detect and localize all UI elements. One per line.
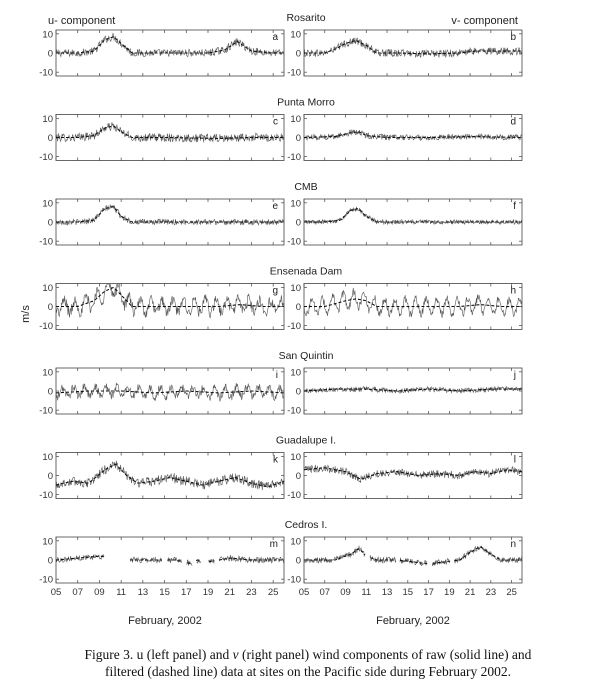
- y-tick-label: 0: [47, 471, 53, 482]
- x-axis-label-right: February, 2002: [376, 615, 450, 627]
- site-title: Cedros I.: [284, 519, 328, 531]
- panel-f: [287, 198, 522, 247]
- raw-series-line: [56, 461, 284, 490]
- y-tick-label: -10: [287, 236, 301, 248]
- raw-series-line: [304, 465, 522, 483]
- x-tick-label: 13: [381, 587, 393, 598]
- x-tick-label: 07: [72, 587, 84, 598]
- y-tick-label: 0: [295, 555, 301, 567]
- panel-n: [287, 536, 522, 598]
- y-tick-label: 10: [42, 451, 53, 463]
- panel-frame: [56, 453, 284, 499]
- y-tick-label: 0: [47, 48, 53, 60]
- y-tick-label: -10: [39, 152, 53, 164]
- y-tick-label: 0: [47, 302, 53, 313]
- y-tick-label: 10: [42, 536, 53, 548]
- caption-line-1-italic: v: [232, 647, 239, 662]
- y-tick-label: 0: [295, 48, 301, 60]
- x-tick-label: 23: [485, 587, 497, 598]
- site-title: CMB: [294, 181, 318, 193]
- y-tick-label: -10: [39, 321, 53, 333]
- panel-d: [287, 114, 522, 163]
- y-tick-label: 10: [290, 113, 301, 125]
- caption-line-1: [30, 646, 586, 663]
- caption-line-1-suffix: (right panel) wind components of raw (solid line) and: [238, 647, 532, 662]
- filtered-series-line: [304, 41, 522, 54]
- y-tick-label: -10: [287, 152, 301, 164]
- site-title: Rosarito: [286, 12, 326, 24]
- y-tick-label: 10: [290, 29, 301, 41]
- y-tick-label: 0: [295, 471, 301, 482]
- y-tick-label: -10: [39, 67, 53, 79]
- y-tick-label: -10: [39, 574, 53, 586]
- panel-letter: d: [510, 116, 516, 128]
- y-tick-label: 0: [47, 217, 53, 229]
- panel-frame: [304, 537, 522, 583]
- y-tick-label: 0: [295, 217, 301, 229]
- panel-letter: c: [273, 116, 278, 128]
- u-component-header: u- component: [48, 15, 116, 27]
- y-tick-label: 10: [42, 282, 53, 294]
- raw-series-line: [56, 284, 284, 318]
- x-tick-label: 19: [202, 587, 214, 598]
- raw-series-line: [56, 122, 284, 142]
- panel-b: [287, 29, 522, 78]
- raw-series-line: [304, 387, 522, 394]
- site-title: Guadalupe I.: [275, 434, 337, 447]
- filtered-series-line: [304, 468, 522, 479]
- filtered-series-line: [56, 207, 284, 222]
- panel-letter: b: [510, 32, 516, 43]
- x-tick-label: 11: [361, 587, 372, 598]
- panel-frame: [304, 368, 522, 414]
- x-tick-label: 25: [506, 587, 517, 598]
- site-title: San Quintin: [278, 350, 334, 362]
- site-title: Punta Morro: [277, 96, 335, 109]
- x-tick-label: 25: [267, 587, 279, 598]
- y-tick-label: 10: [290, 198, 301, 210]
- x-axis-label-left: February, 2002: [128, 615, 202, 627]
- panel-c: [39, 114, 284, 163]
- panel-letter: g: [272, 285, 278, 297]
- site-title: Ensenada Dam: [269, 265, 343, 278]
- raw-series-line: [304, 38, 522, 58]
- x-tick-label: 09: [340, 587, 351, 598]
- x-tick-label: 23: [246, 587, 257, 598]
- panel-letter: e: [272, 201, 278, 212]
- y-tick-label: -10: [287, 490, 301, 502]
- x-tick-label: 13: [137, 587, 149, 598]
- y-tick-label: 10: [42, 29, 53, 41]
- x-tick-label: 19: [444, 587, 455, 598]
- panel-m: [39, 536, 284, 598]
- panel-grid: [39, 12, 522, 598]
- y-tick-label: -10: [287, 405, 301, 417]
- y-tick-label: 10: [42, 367, 53, 379]
- y-tick-label: 0: [295, 386, 301, 398]
- x-tick-label: 09: [94, 587, 105, 598]
- raw-series-line: [304, 546, 522, 566]
- y-tick-label: -10: [39, 405, 53, 417]
- raw-series-line: [56, 383, 284, 402]
- filtered-series-line: [304, 547, 522, 564]
- panel-letter: l: [513, 454, 516, 466]
- y-tick-label: -10: [287, 67, 301, 79]
- y-tick-label: 10: [290, 282, 301, 294]
- y-tick-label: 10: [290, 536, 301, 548]
- figure-caption: [30, 646, 586, 680]
- v-component-header: v- component: [451, 15, 518, 27]
- caption-line-1-prefix: Figure 3. u (left panel) and: [84, 647, 233, 662]
- panel-i: [39, 367, 284, 416]
- y-tick-label: -10: [287, 574, 301, 586]
- y-tick-label: 0: [295, 302, 301, 313]
- x-tick-label: 05: [50, 587, 62, 598]
- x-tick-label: 21: [464, 587, 476, 598]
- panel-e: [39, 198, 284, 247]
- panel-letter: f: [513, 201, 516, 212]
- x-tick-label: 21: [224, 587, 236, 598]
- filtered-series-line: [56, 391, 284, 393]
- y-axis-label: m/s: [20, 305, 32, 323]
- panel-a: [39, 29, 284, 78]
- panel-frame: [304, 453, 522, 499]
- x-tick-label: 05: [298, 587, 310, 598]
- y-tick-label: 0: [47, 555, 53, 567]
- raw-series-line: [304, 130, 522, 141]
- x-tick-label: 17: [423, 587, 434, 598]
- y-tick-label: 0: [47, 133, 53, 144]
- panel-letter: k: [273, 454, 278, 466]
- x-tick-label: 15: [159, 587, 170, 598]
- x-tick-label: 15: [402, 587, 414, 598]
- filtered-series-line: [56, 285, 284, 307]
- y-tick-label: 10: [290, 367, 301, 379]
- panel-k: [39, 452, 284, 501]
- y-tick-label: -10: [287, 321, 301, 333]
- x-tick-label: 11: [116, 587, 127, 598]
- panel-letter: i: [275, 370, 278, 381]
- y-tick-label: -10: [39, 490, 53, 502]
- y-tick-label: 10: [42, 113, 53, 125]
- y-tick-label: -10: [39, 236, 53, 248]
- panel-letter: a: [272, 32, 278, 43]
- y-tick-label: 10: [290, 451, 301, 463]
- panel-j: [287, 367, 522, 416]
- y-tick-label: 0: [295, 133, 301, 144]
- panel-l: [287, 452, 522, 501]
- panel-letter: h: [510, 285, 516, 297]
- raw-series-line: [304, 285, 522, 318]
- panel-g: [39, 283, 284, 332]
- panel-frame: [56, 368, 284, 414]
- y-tick-label: 0: [47, 386, 53, 398]
- filtered-series-line: [304, 209, 522, 222]
- panel-letter: m: [269, 539, 278, 550]
- panel-h: [287, 283, 522, 332]
- panel-letter: j: [513, 370, 516, 381]
- x-tick-label: 07: [319, 587, 331, 598]
- panel-letter: n: [510, 539, 516, 550]
- caption-line-2: filtered (dashed line) data at sites on the Pacific side during February 2002.: [104, 664, 511, 679]
- y-tick-label: 10: [42, 198, 53, 210]
- x-tick-label: 17: [180, 587, 192, 598]
- filtered-series-line: [304, 132, 522, 138]
